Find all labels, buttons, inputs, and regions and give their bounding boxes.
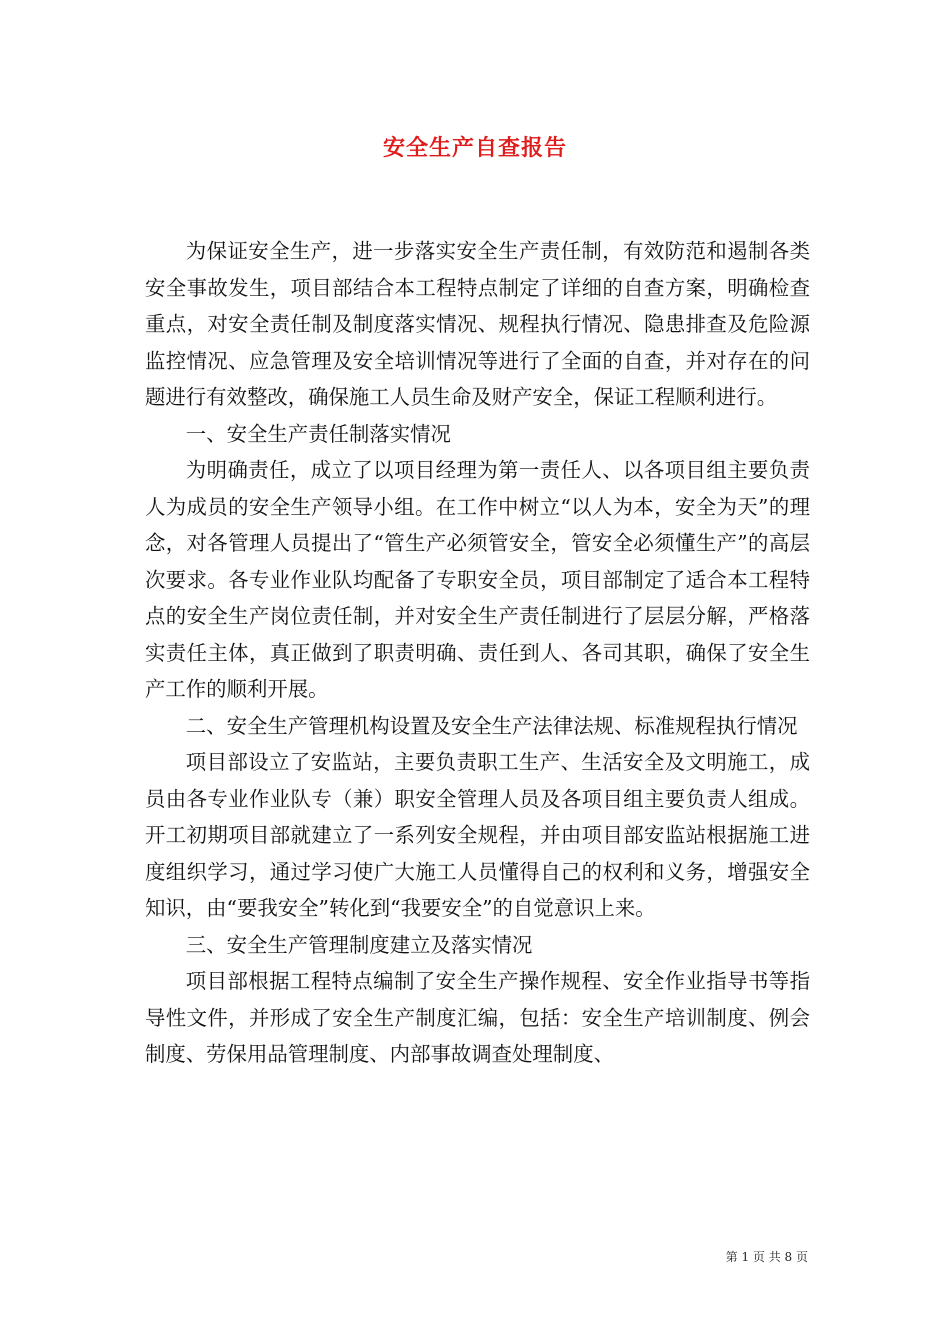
document-body [145, 233, 810, 1073]
document-title: 安全生产自查报告 [382, 135, 567, 161]
section-paragraph-3: 项目部根据工程特点编制了安全生产操作规程、安全作业指导书等指导性文件，并形成了安全生产制度汇编，包括：安全生产培训制度、例会制度、劳保用品管理制度、内部事故调查处理制度、 [145, 969, 810, 1066]
section-paragraph-2: 项目部设立了安监站，主要负责职工生产、生活安全及文明施工，成员由各专业作业队专（兼）职安全管理人员及各项目组主要负责人组成。开工初期项目部就建立了一系列安全规程，并由项目部安监站根据施工进度组织学习，通过学习使广大施工人员懂得自己的权利和义务，增强安全知识，由“要我安全”转化到“我要安全”的自觉意识上来。 [145, 750, 810, 920]
page-number-label: 第 1 页 共 8 页 [725, 1250, 808, 1264]
section-heading-1: 一、安全生产责任制落实情况 [185, 421, 451, 446]
intro-paragraph: 为保证安全生产，进一步落实安全生产责任制，有效防范和遏制各类安全事故发生，项目部结合本工程特点制定了详细的自查方案，明确检查重点，对安全责任制及制度落实情况、规程执行情况、隐患排查及危险源监控情况、应急管理及安全培训情况等进行了全面的自查，并对存在的问题进行有效整改，确保施工人员生命及财产安全，保证工程顺利进行。 [145, 239, 810, 409]
section-heading-3: 三、安全生产管理制度建立及落实情况 [185, 932, 533, 957]
section-paragraph-1: 为明确责任，成立了以项目经理为第一责任人、以各项目组主要负责人为成员的安全生产领导小组。在工作中树立“以人为本，安全为天”的理念，对各管理人员提出了“管生产必须管安全，管安全必须懂生产”的高层次要求。各专业作业队均配备了专职安全员，项目部制定了适合本工程特点的安全生产岗位责任制，并对安全生产责任制进行了层层分解，严格落实责任主体，真正做到了职责明确、责任到人、各司其职，确保了安全生产工作的顺利开展。 [145, 458, 810, 701]
section-heading-2: 二、安全生产管理机构设置及安全生产法律法规、标准规程执行情况 [185, 713, 798, 738]
page-number-footer [726, 1248, 808, 1265]
